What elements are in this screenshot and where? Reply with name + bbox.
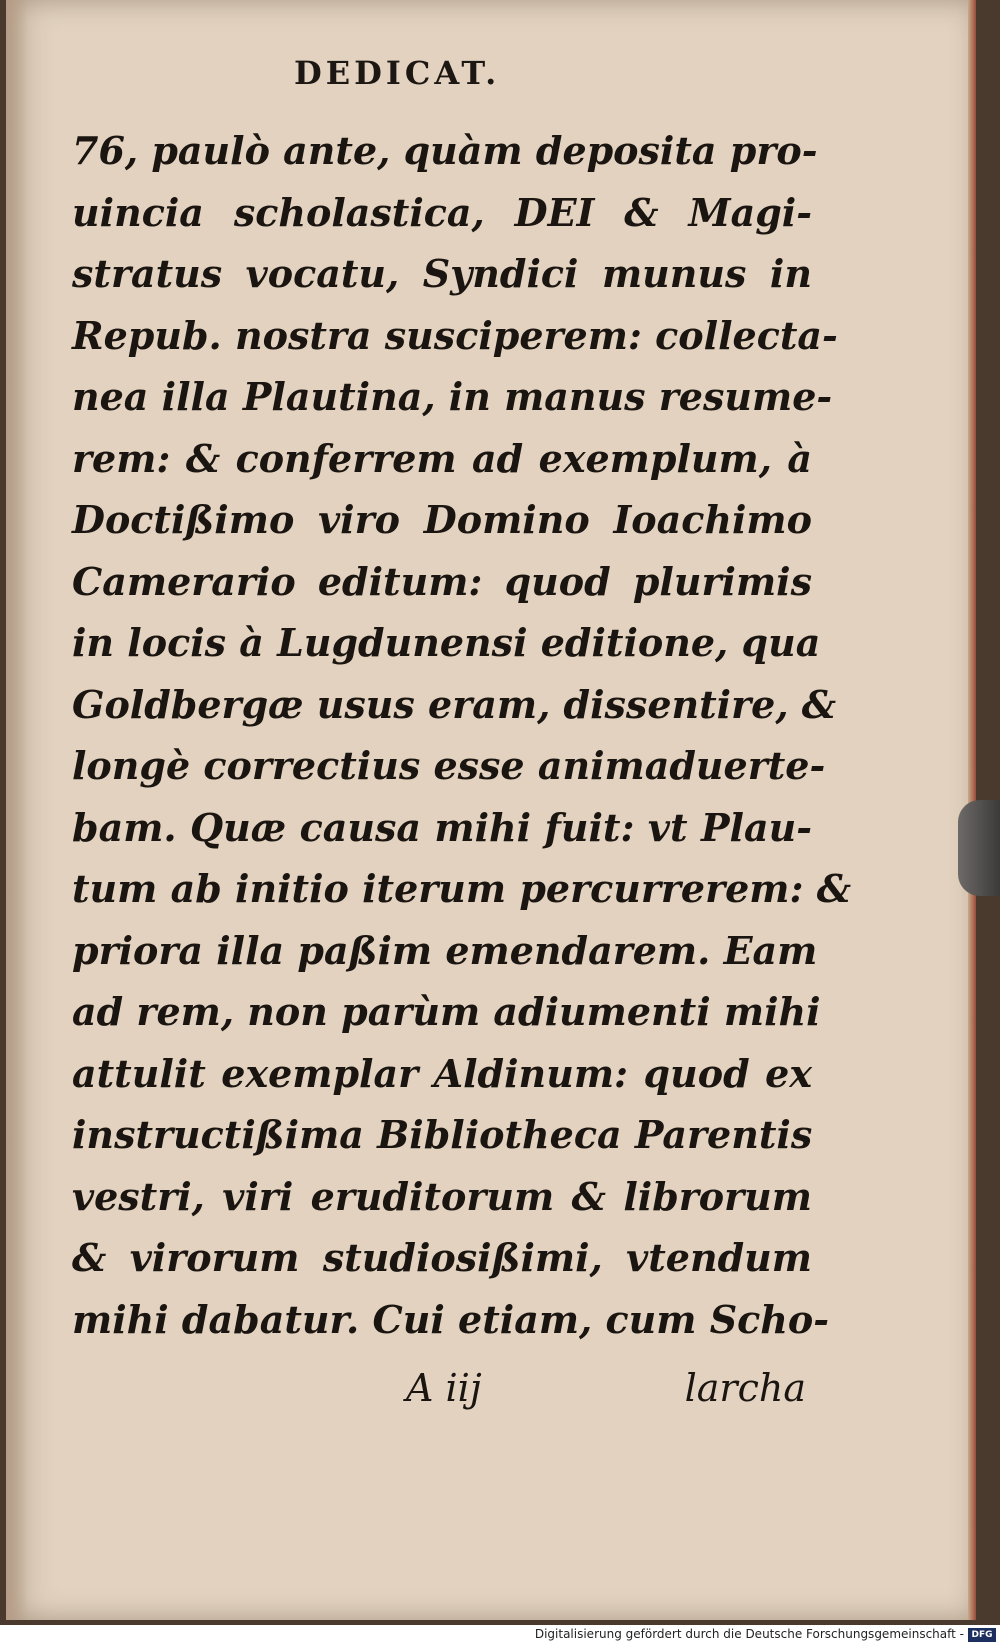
binding-gutter <box>6 0 28 1620</box>
text-line: stratus vocatu, Syndici munus in <box>72 251 812 296</box>
text-line: tum ab initio iterum percurrerem: & <box>72 866 852 911</box>
text-line: mihi dabatur. Cui etiam, cum Scho- <box>72 1296 830 1342</box>
signature-mark: A iij <box>406 1366 482 1410</box>
text-line: Doctißimo viro Domino Ioachimo <box>72 497 812 542</box>
text-line: longè correctius esse animaduerte- <box>72 743 826 788</box>
text-line: Goldbergæ usus eram, dissentire, & <box>72 681 837 727</box>
text-line: vestri, viri eruditorum & librorum <box>72 1173 812 1219</box>
book-page <box>6 0 976 1620</box>
text-line: rem: & conferrem ad exemplum, à <box>72 435 812 481</box>
text-line: instructißima Bibliotheca Parentis <box>72 1112 813 1157</box>
text-line: attulit exemplar Aldinum: quod ex <box>72 1050 812 1096</box>
text-line: bam. Quæ causa mihi fuit: vt Plau- <box>72 804 812 850</box>
dfg-logo-icon: DFG <box>968 1628 996 1642</box>
digitization-credit-bar <box>0 1625 1000 1646</box>
text-line: Repub. nostra susciperem: collecta- <box>72 312 838 358</box>
text-line: in locis à Lugdunensi editione, qua <box>72 620 821 665</box>
scanner-clip <box>958 800 1000 896</box>
text-line: & virorum studiosißimi, vtendum <box>72 1235 812 1280</box>
funding-credit: Digitalisierung gefördert durch die Deutsche Forschungsgemeinschaft - <box>534 1627 964 1641</box>
body-text <box>72 120 852 1350</box>
text-line: Camerario editum: quod plurimis <box>72 558 812 604</box>
text-line: nea illa Plautina, in manus resume- <box>72 374 833 419</box>
text-line: ad rem, non parùm adiumenti mihi <box>72 989 821 1034</box>
text-line: priora illa paßim emendarem. Eam <box>72 927 818 973</box>
running-head: DEDICAT. <box>294 54 501 92</box>
text-line: uincia scholastica, DEI & Magi- <box>72 189 812 235</box>
text-line: 76, paulò ante, quàm deposita pro- <box>72 128 818 173</box>
catchword: larcha <box>684 1366 806 1410</box>
